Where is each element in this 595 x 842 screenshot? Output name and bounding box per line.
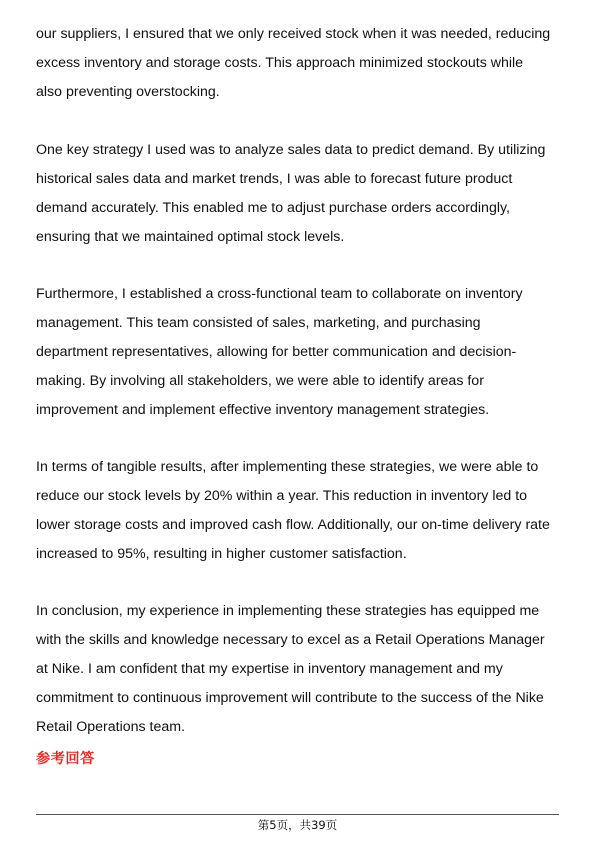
text-line: commitment to continuous improvement will contribute to the success of the Nike xyxy=(36,690,544,706)
page-indicator: 第5页，共39页 xyxy=(257,818,338,832)
text-line: improvement and implement effective inventory management strategies. xyxy=(36,402,490,418)
paragraph-cross-functional-team xyxy=(36,280,561,425)
text-line: historical sales data and market trends, I was able to forecast future product xyxy=(36,171,513,187)
text-line: lower storage costs and improved cash flow. Additionally, our on-time delivery rate xyxy=(36,517,550,533)
footer-divider xyxy=(36,814,559,815)
text-line: Furthermore, I established a cross-functional team to collaborate on inventory xyxy=(36,286,523,302)
text-line: our suppliers, I ensured that we only received stock when it was needed, reducing xyxy=(36,26,551,42)
text-line: reduce our stock levels by 20% within a year. This reduction in inventory led to xyxy=(36,488,528,504)
text-line: One key strategy I used was to analyze sales data to predict demand. By utilizing xyxy=(36,142,546,158)
paragraph-sales-data xyxy=(36,136,561,252)
paragraph-conclusion xyxy=(36,597,561,742)
text-line: management. This team consisted of sales, marketing, and purchasing xyxy=(36,315,481,331)
text-line: demand accurately. This enabled me to adjust purchase orders accordingly, xyxy=(36,200,510,216)
text-line: at Nike. I am confident that my expertise in inventory management and my xyxy=(36,661,503,677)
text-line: increased to 95%, resulting in higher customer satisfaction. xyxy=(36,546,407,562)
text-line: ensuring that we maintained optimal stock levels. xyxy=(36,229,345,245)
text-line: Retail Operations team. xyxy=(36,719,186,735)
text-line: making. By involving all stakeholders, we were able to identify areas for xyxy=(36,373,484,389)
text-line: In terms of tangible results, after implementing these strategies, we were able to xyxy=(36,459,539,475)
paragraph-tangible-results xyxy=(36,453,561,569)
text-line: excess inventory and storage costs. This approach minimized stockouts while xyxy=(36,55,524,71)
text-line: department representatives, allowing for better communication and decision- xyxy=(36,344,517,360)
paragraph-suppliers xyxy=(36,20,561,107)
text-line: with the skills and knowledge necessary to excel as a Retail Operations Manager xyxy=(36,632,545,648)
text-line: In conclusion, my experience in implementing these strategies has equipped me xyxy=(36,603,540,619)
reference-answer-heading: 参考回答 xyxy=(36,751,95,767)
text-line: also preventing overstocking. xyxy=(36,84,220,100)
